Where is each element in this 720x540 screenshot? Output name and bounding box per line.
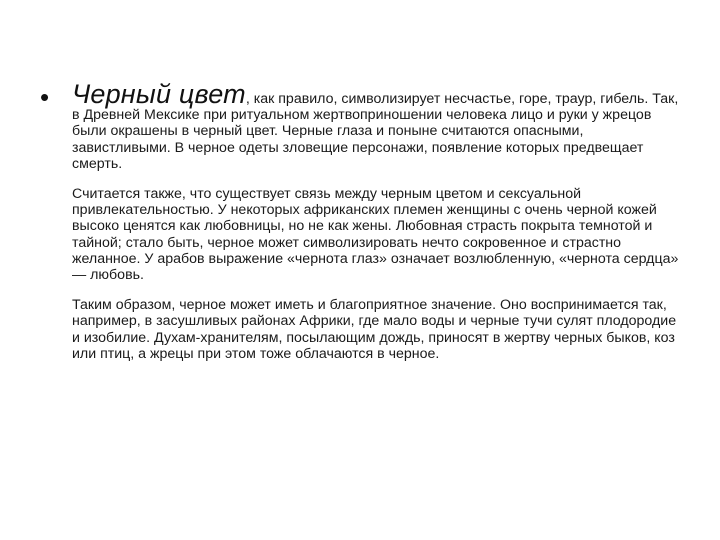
paragraph-1 [72, 79, 684, 172]
slide-body [72, 79, 684, 362]
paragraph-3: Таким образом, черное может иметь и благоприятное значение. Оно воспринимается так, например, в засушливых районах Африки, где мало воды и черные тучи сулят плодородие и изобилие. Духам-хранителям, посылающим дождь, приносят в жертву черных быков, коз или птиц, а жрецы при этом тоже облачаются в черное. [72, 297, 677, 362]
bullet-marker: • [40, 82, 50, 112]
paragraph-1-text: , как правило, символизирует несчастье, горе, траур, гибель. Так, в Древней Мексике при ритуальном жертвоприношении человека лицо и руки у жрецов были окрашены в черный цвет. Черные глаза и поныне считаются опасными, завистливыми. В черное одеты зловещие персонажи, появление которых предвещает смерть. [72, 91, 679, 172]
paragraph-2: Считается также, что существует связь между черным цветом и сексуальной привлекательностью. У некоторых африканских племен женщины с очень черной кожей высоко ценятся как любовницы, но не как жены. Любовная страсть покрыта темнотой и тайной; стало быть, черное может символизировать нечто сокровенное и страстно желанное. У арабов выражение «чернота глаз» означает возлюбленную, «чернота сердца» — любовь. [72, 186, 679, 284]
lead-term: Черный цвет [72, 79, 246, 109]
